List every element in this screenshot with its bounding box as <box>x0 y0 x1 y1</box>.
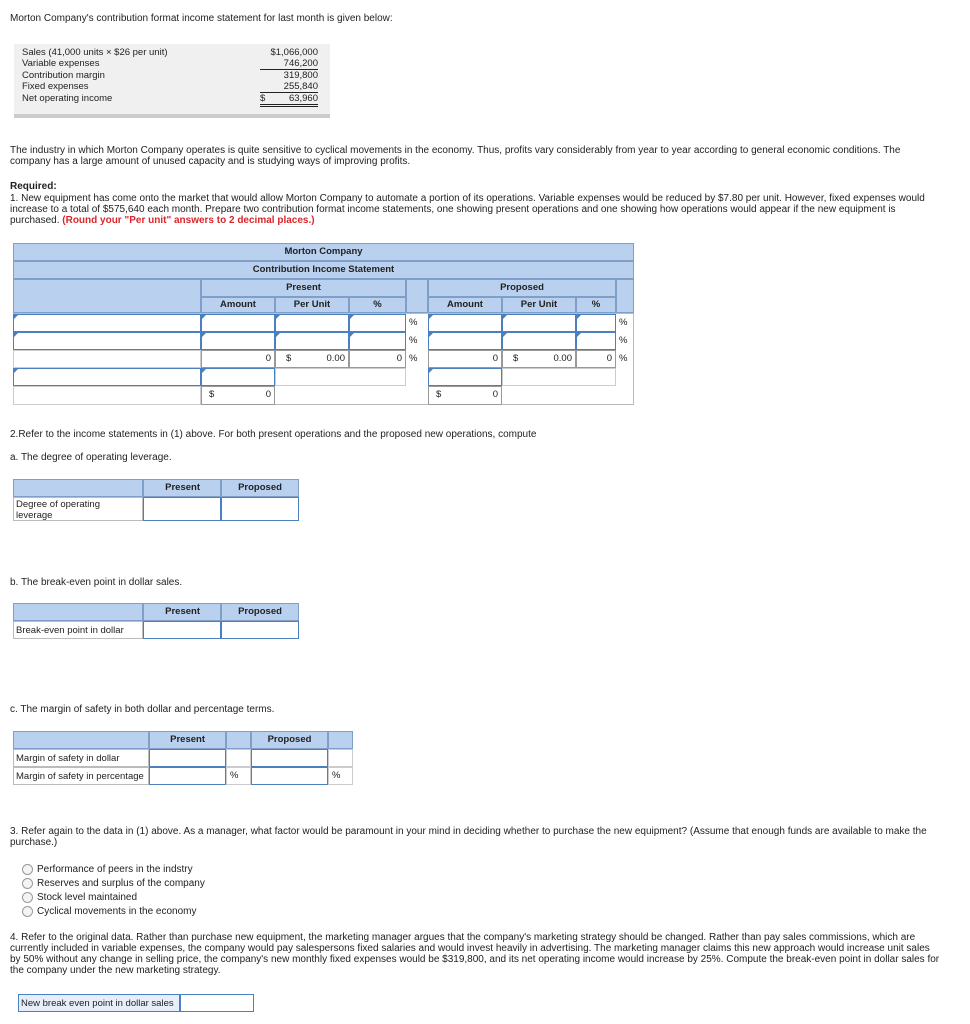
q2-text: 2.Refer to the income statements in (1) above. For both present operations and the proposed new operations, compute <box>10 429 537 440</box>
stmt-row3-proposed-pct: 0 <box>576 350 616 368</box>
q3-option-radio[interactable] <box>22 864 33 875</box>
stmt-row3-present-per-unit <box>275 350 349 368</box>
stmt-row2-present-amount[interactable] <box>201 332 275 350</box>
given-label: Variable expenses <box>22 58 100 69</box>
dol-present-input[interactable] <box>143 497 221 521</box>
given-income-statement <box>14 44 330 118</box>
dol-row-label-text: Degree of operating leverage <box>16 499 100 521</box>
per-unit-value: 0.00 <box>553 353 572 364</box>
statement-title-header: Contribution Income Statement <box>13 261 634 279</box>
mos-empty <box>328 749 353 767</box>
stmt-row1-present-amount[interactable] <box>201 314 275 332</box>
q1-text <box>10 193 935 226</box>
intro-text: Morton Company's contribution format income statement for last month is given below: <box>10 13 393 24</box>
pct-sign: % <box>409 335 418 346</box>
stmt-row3-present-amount: 0 <box>201 350 275 368</box>
given-row-noi <box>22 93 318 107</box>
stmt-row3-present-pct: 0 <box>349 350 406 368</box>
amount-value: 0 <box>265 389 271 400</box>
industry-paragraph: The industry in which Morton Company operates is quite sensitive to cyclical movements in the economy. Thus, profits vary considerably from year to year according to general economic conditions. The company has a large amount of unused capacity and is studying ways of improving profits. <box>10 145 901 167</box>
given-value: 746,200 <box>260 58 318 70</box>
stmt-row4-empty <box>502 368 616 386</box>
per-unit-value: 0.00 <box>326 353 345 364</box>
required-label: Required: <box>10 181 57 192</box>
stmt-row5-present-amount <box>201 386 275 405</box>
dol-row-label <box>13 497 143 521</box>
stmt-row2-label-input[interactable] <box>13 332 201 350</box>
present-header: Present <box>201 279 406 297</box>
stmt-row3-label <box>13 350 201 368</box>
mos-pct-present-input[interactable] <box>149 767 226 785</box>
pct-sign: % <box>619 335 628 346</box>
q1-rounding-note: (Round your "Per unit" answers to 2 decimal places.) <box>62 215 315 226</box>
q1-text-body: 1. New equipment has come onto the market that would allow Morton Company to automate a portion of its operations. Variable expenses would be reduced by $7.80 per unit. However, fixed expenses would increase to a total of $575,640 each month. Prepare two contribution format income statements, one showing present operations and one showing how operations would appear if the new equipment is purchased. <box>10 193 925 226</box>
mos-dollar-proposed-input[interactable] <box>251 749 328 767</box>
dol-label-header <box>13 479 143 497</box>
label-column-header <box>13 279 201 313</box>
stmt-row1-present-pct[interactable] <box>349 314 406 332</box>
q3-option-radio[interactable] <box>22 878 33 889</box>
bep-proposed-header: Proposed <box>221 603 299 621</box>
bep-row-label <box>13 621 143 639</box>
pct-sign: % <box>619 353 628 364</box>
q3-text: 3. Refer again to the data in (1) above. As a manager, what factor would be paramount in your mind in deciding whether to purchase the new equipment? (Assume that enough funds are available to make the purchase.) <box>10 826 927 848</box>
q3-option-radio[interactable] <box>22 892 33 903</box>
given-row-contribution <box>22 70 318 81</box>
stmt-row4-label-input[interactable] <box>13 368 201 386</box>
mos-dollar-label-text: Margin of safety in dollar <box>16 753 120 764</box>
mos-dollar-label <box>13 749 149 767</box>
q4-answer-input[interactable] <box>180 994 254 1012</box>
stmt-row2-present-per-unit[interactable] <box>275 332 349 350</box>
stmt-row2-proposed-per-unit[interactable] <box>502 332 576 350</box>
bep-present-input[interactable] <box>143 621 221 639</box>
stmt-row1-proposed-amount[interactable] <box>428 314 502 332</box>
given-label: Fixed expenses <box>22 81 89 92</box>
given-label: Net operating income <box>22 93 113 104</box>
stmt-row1-present-per-unit[interactable] <box>275 314 349 332</box>
mos-spacer-header <box>226 731 251 749</box>
stmt-row1-proposed-pct[interactable] <box>576 314 616 332</box>
dollar-sign: $ <box>436 389 442 400</box>
mos-pct-label <box>13 767 149 785</box>
q3-option-label: Reserves and surplus of the company <box>37 878 205 889</box>
mos-pct-sign: % <box>328 767 353 785</box>
bep-proposed-input[interactable] <box>221 621 299 639</box>
mos-pct-label-text: Margin of safety in percentage <box>16 771 144 782</box>
q3-option-label: Cyclical movements in the economy <box>37 906 197 917</box>
pct-sign: % <box>409 353 418 364</box>
proposed-header: Proposed <box>428 279 616 297</box>
stmt-row2-proposed-pct[interactable] <box>576 332 616 350</box>
bep-label-header <box>13 603 143 621</box>
mos-label-header <box>13 731 149 749</box>
given-noi-value: 63,960 <box>288 93 318 104</box>
stmt-row3-proposed-per-unit <box>502 350 576 368</box>
given-value: 319,800 <box>283 70 318 81</box>
spacer-header <box>406 279 428 313</box>
given-row-fixed <box>22 81 318 92</box>
pct-sign: % <box>619 317 628 328</box>
proposed-pct-header: % <box>576 297 616 313</box>
dol-present-header: Present <box>143 479 221 497</box>
dollar-sign: $ <box>286 353 292 364</box>
q2a-text: a. The degree of operating leverage. <box>10 452 172 463</box>
stmt-row5-proposed-amount <box>428 386 502 405</box>
q3-option-radio[interactable] <box>22 906 33 917</box>
given-row-sales <box>22 47 318 58</box>
q2b-text: b. The break-even point in dollar sales. <box>10 577 183 588</box>
currency-sign: $ <box>260 93 266 104</box>
q3-option-label: Stock level maintained <box>37 892 138 903</box>
present-per-unit-header: Per Unit <box>275 297 349 313</box>
given-label: Sales (41,000 units × $26 per unit) <box>22 47 168 58</box>
mos-proposed-header: Proposed <box>251 731 328 749</box>
bep-row-label-text: Break-even point in dollar <box>16 625 124 636</box>
stmt-row1-label-input[interactable] <box>13 314 201 332</box>
q3-option-label: Performance of peers in the indstry <box>37 864 193 875</box>
present-amount-header: Amount <box>201 297 275 313</box>
mos-present-header: Present <box>149 731 226 749</box>
mos-pct-sign: % <box>226 767 251 785</box>
stmt-row4-proposed-amount[interactable] <box>428 368 502 386</box>
stmt-row1-proposed-per-unit[interactable] <box>502 314 576 332</box>
mos-spacer-header <box>328 731 353 749</box>
stmt-row2-present-pct[interactable] <box>349 332 406 350</box>
dol-proposed-header: Proposed <box>221 479 299 497</box>
given-label: Contribution margin <box>22 70 105 81</box>
dollar-sign: $ <box>209 389 215 400</box>
amount-value: 0 <box>492 389 498 400</box>
present-pct-header: % <box>349 297 406 313</box>
given-value <box>260 93 318 107</box>
proposed-amount-header: Amount <box>428 297 502 313</box>
stmt-row4-empty <box>275 368 406 386</box>
q2c-text: c. The margin of safety in both dollar and percentage terms. <box>10 704 275 715</box>
stmt-row4-present-amount[interactable] <box>201 368 275 386</box>
stmt-row3-proposed-amount: 0 <box>428 350 502 368</box>
given-value: 255,840 <box>260 81 318 93</box>
spacer-header <box>616 279 634 313</box>
q4-row-label <box>18 994 180 1012</box>
mos-pct-proposed-input[interactable] <box>251 767 328 785</box>
proposed-per-unit-header: Per Unit <box>502 297 576 313</box>
stmt-row2-proposed-amount[interactable] <box>428 332 502 350</box>
company-header: Morton Company <box>13 243 634 261</box>
stmt-row5-label <box>13 386 201 405</box>
dol-proposed-input[interactable] <box>221 497 299 521</box>
pct-sign: % <box>409 317 418 328</box>
bep-present-header: Present <box>143 603 221 621</box>
q4-text: 4. Refer to the original data. Rather than purchase new equipment, the marketing manager argues that the company's marketing strategy should be changed. Rather than pay sales commissions, which are currently included in variable expenses, the company would pay salespersons fixed salaries and would invest heavily in advertising. The marketing manager claims this new approach would increase unit sales by 50% without any change in selling price, the company's new monthly fixed expenses would be $319,800, and its net operating income would increase by 25%. Compute the break-even point in dollar sales for the company under the new marketing strategy. <box>10 932 940 976</box>
given-row-variable <box>22 58 318 69</box>
dollar-sign: $ <box>513 353 519 364</box>
mos-empty <box>226 749 251 767</box>
q4-row-label-text: New break even point in dollar sales <box>21 998 174 1009</box>
mos-dollar-present-input[interactable] <box>149 749 226 767</box>
given-value: $1,066,000 <box>270 47 318 58</box>
